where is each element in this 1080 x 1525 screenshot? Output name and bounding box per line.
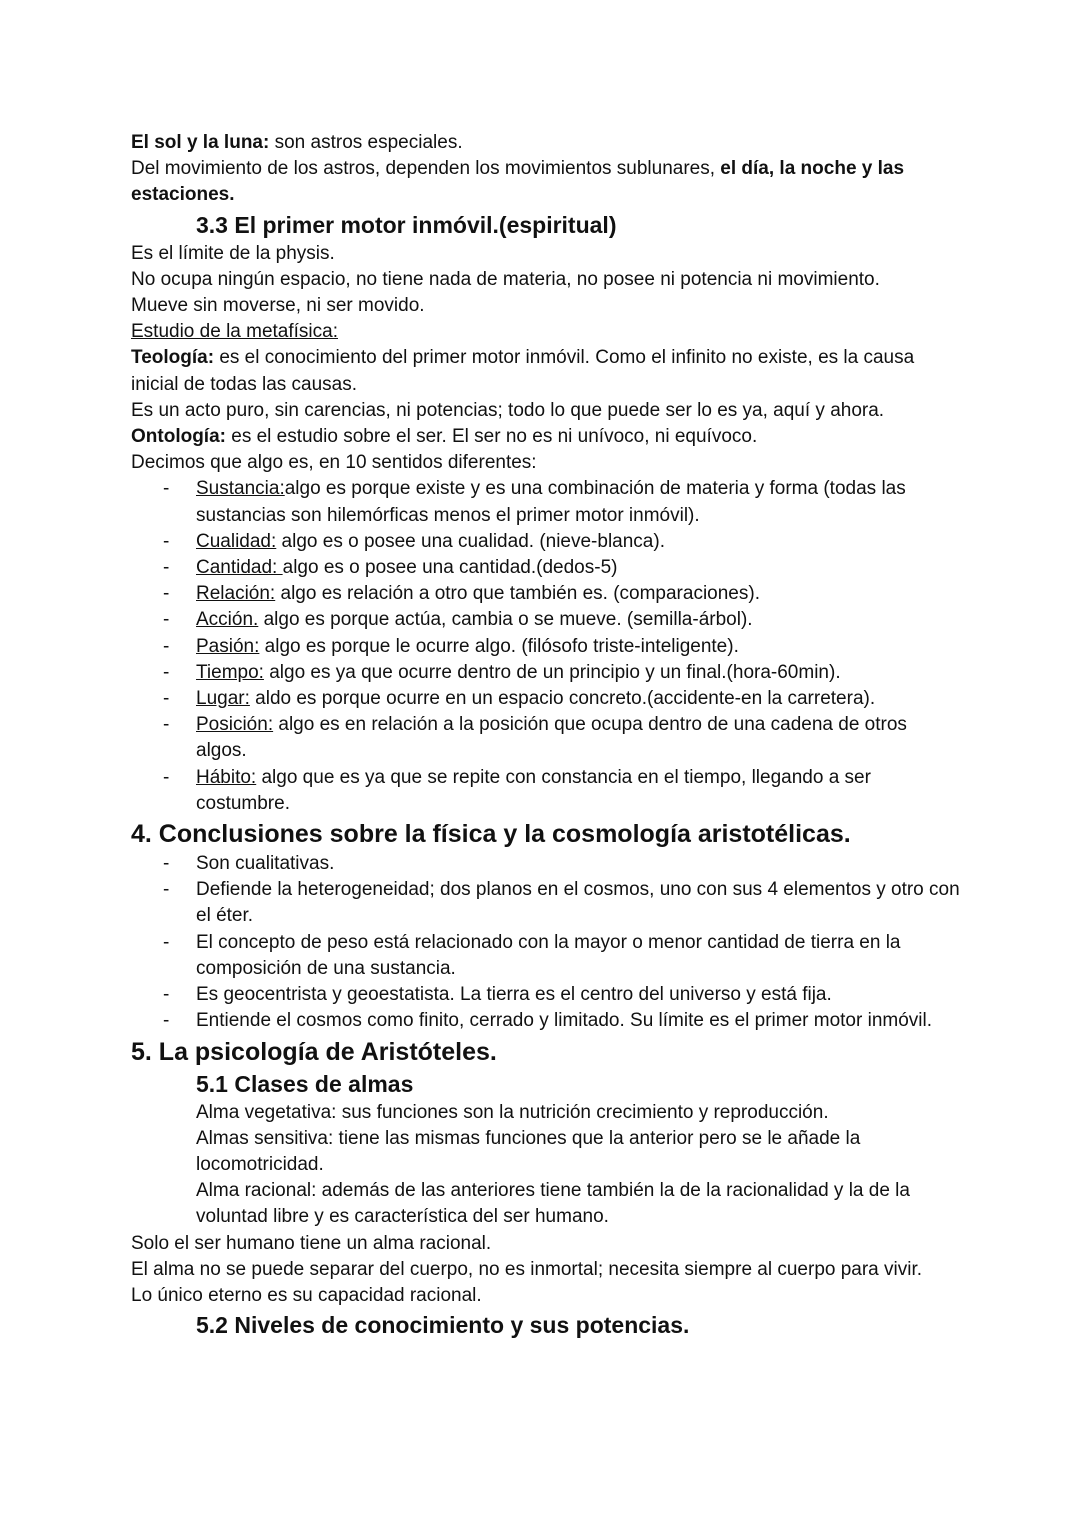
list-item (131, 712, 961, 764)
list-item (131, 686, 961, 712)
dash-bullet: - (163, 635, 170, 657)
dash-bullet: - (163, 984, 170, 1006)
document-page (131, 130, 961, 1341)
list-item (131, 1008, 961, 1034)
categorias-list (131, 476, 961, 817)
categoria-term: Tiempo: (196, 661, 264, 683)
conclusion-text: Defiende la heterogeneidad; dos planos en el cosmos, uno con sus 4 elementos y otro con el éter. (196, 879, 960, 927)
paragraph-line: Solo el ser humano tiene un alma racional. (131, 1232, 492, 1254)
heading-4: 4. Conclusiones sobre la física y la cosmología aristotélicas. (131, 820, 851, 849)
heading-5-2: 5.2 Niveles de conocimiento y sus potencias. (196, 1312, 690, 1339)
dash-bullet: - (163, 688, 170, 710)
categoria-text: algo es porque le ocurre algo. (filósofo triste-inteligente). (259, 635, 739, 657)
list-item (131, 930, 961, 982)
categoria-term: Lugar: (196, 688, 250, 710)
list-item (131, 660, 961, 686)
categoria-text: algo que es ya que se repite con constancia en el tiempo, llegando a ser costumbre. (196, 766, 871, 814)
categoria-term: Pasión: (196, 635, 260, 657)
heading-5: 5. La psicología de Aristóteles. (131, 1037, 497, 1066)
list-item (131, 634, 961, 660)
movimiento-text: Del movimiento de los astros, dependen los movimientos sublunares, (131, 158, 721, 180)
sol-luna-line (131, 130, 961, 156)
categoria-text: algo es en relación a la posición que ocupa dentro de una cadena de otros algos. (196, 714, 907, 762)
categoria-text: algo es porque existe y es una combinación de materia y forma (todas las sustancias son hilemórficas menos el primer motor inmóvil). (196, 478, 906, 526)
acto-puro-line: Es un acto puro, sin carencias, ni potencias; todo lo que puede ser lo es ya, aquí y ahora. (131, 399, 885, 421)
list-item (131, 555, 961, 581)
paragraph-line: No ocupa ningún espacio, no tiene nada de materia, no posee ni potencia ni movimiento. (131, 268, 880, 290)
categoria-term: Hábito: (196, 766, 257, 788)
conclusion-text: El concepto de peso está relacionado con la mayor o menor cantidad de tierra en la composición de una sustancia. (196, 931, 901, 979)
categoria-text: aldo es porque ocurre en un espacio concreto.(accidente-en la carretera). (249, 688, 876, 710)
paragraph-line: Es el límite de la physis. (131, 242, 335, 264)
alma-item: Almas sensitiva: tiene las mismas funciones que la anterior pero se le añade la locomotricidad. (196, 1127, 861, 1175)
paragraph-line: Mueve sin moverse, ni ser movido. (131, 295, 425, 317)
movimiento-line (131, 156, 961, 208)
categoria-text: algo es relación a otro que también es. (comparaciones). (275, 583, 760, 605)
paragraph-line: Lo único eterno es su capacidad racional. (131, 1284, 482, 1306)
sol-luna-text: son astros especiales. (269, 132, 463, 153)
list-item (131, 476, 961, 528)
dash-bullet: - (163, 661, 170, 683)
ontologia-paragraph (131, 424, 961, 450)
dash-bullet: - (163, 1010, 170, 1032)
categoria-term: Acción. (196, 609, 259, 631)
dash-bullet: - (163, 583, 170, 605)
ontologia-label: Ontología: (131, 426, 226, 448)
conclusiones-list (131, 851, 961, 1034)
dash-bullet: - (163, 879, 170, 901)
alma-item: Alma racional: además de las anteriores tiene también la de la racionalidad y la de la voluntad libre y es característica del ser humano. (196, 1180, 910, 1228)
categoria-term: Posición: (196, 714, 274, 736)
dash-bullet: - (163, 853, 170, 875)
categoria-term: Sustancia: (196, 478, 285, 500)
list-item (131, 765, 961, 817)
dash-bullet: - (163, 714, 170, 736)
ontologia-text: es el estudio sobre el ser. El ser no es ni unívoco, ni equívoco. (225, 426, 758, 448)
categoria-text: algo es ya que ocurre dentro de un principio y un final.(hora-60min). (263, 661, 841, 683)
sol-luna-label: El sol y la luna: (131, 132, 270, 153)
conclusion-text: Son cualitativas. (196, 853, 335, 875)
heading-3-3: 3.3 El primer motor inmóvil.(espiritual) (196, 211, 617, 238)
dash-bullet: - (163, 530, 170, 552)
categoria-term: Relación: (196, 583, 276, 605)
dash-bullet: - (163, 609, 170, 631)
heading-5-1: 5.1 Clases de almas (196, 1070, 414, 1097)
dash-bullet: - (163, 557, 170, 579)
teologia-paragraph (131, 345, 961, 397)
movimiento-bold: el día, la noche y las estaciones. (131, 158, 905, 206)
paragraph-line: El alma no se puede separar del cuerpo, no es inmortal; necesita siempre al cuerpo para vivir. (131, 1258, 923, 1280)
categoria-term: Cualidad: (196, 530, 277, 552)
dash-bullet: - (163, 766, 170, 788)
conclusion-text: Es geocentrista y geoestatista. La tierra es el centro del universo y está fija. (196, 984, 832, 1006)
dash-bullet: - (163, 931, 170, 953)
categoria-text: algo es porque actúa, cambia o se mueve. (semilla-árbol). (258, 609, 753, 631)
categoria-text: algo es o posee una cantidad.(dedos-5) (282, 557, 618, 579)
list-item (131, 851, 961, 877)
metafisica-label: Estudio de la metafísica: (131, 321, 338, 343)
alma-item: Alma vegetativa: sus funciones son la nutrición crecimiento y reproducción. (196, 1101, 829, 1123)
conclusion-text: Entiende el cosmos como finito, cerrado y limitado. Su límite es el primer motor inmóvil. (196, 1010, 932, 1032)
sentidos-intro: Decimos que algo es, en 10 sentidos diferentes: (131, 452, 537, 474)
teologia-label: Teología: (131, 347, 215, 369)
list-item (131, 607, 961, 633)
list-item (131, 982, 961, 1008)
list-item (131, 581, 961, 607)
categoria-text: algo es o posee una cualidad. (nieve-blanca). (276, 530, 665, 552)
teologia-text: es el conocimiento del primer motor inmóvil. Como el infinito no existe, es la causa inicial de todas las causas. (131, 347, 915, 395)
list-item (131, 529, 961, 555)
list-item (131, 877, 961, 929)
categoria-term: Cantidad: (196, 557, 283, 579)
dash-bullet: - (163, 478, 170, 500)
